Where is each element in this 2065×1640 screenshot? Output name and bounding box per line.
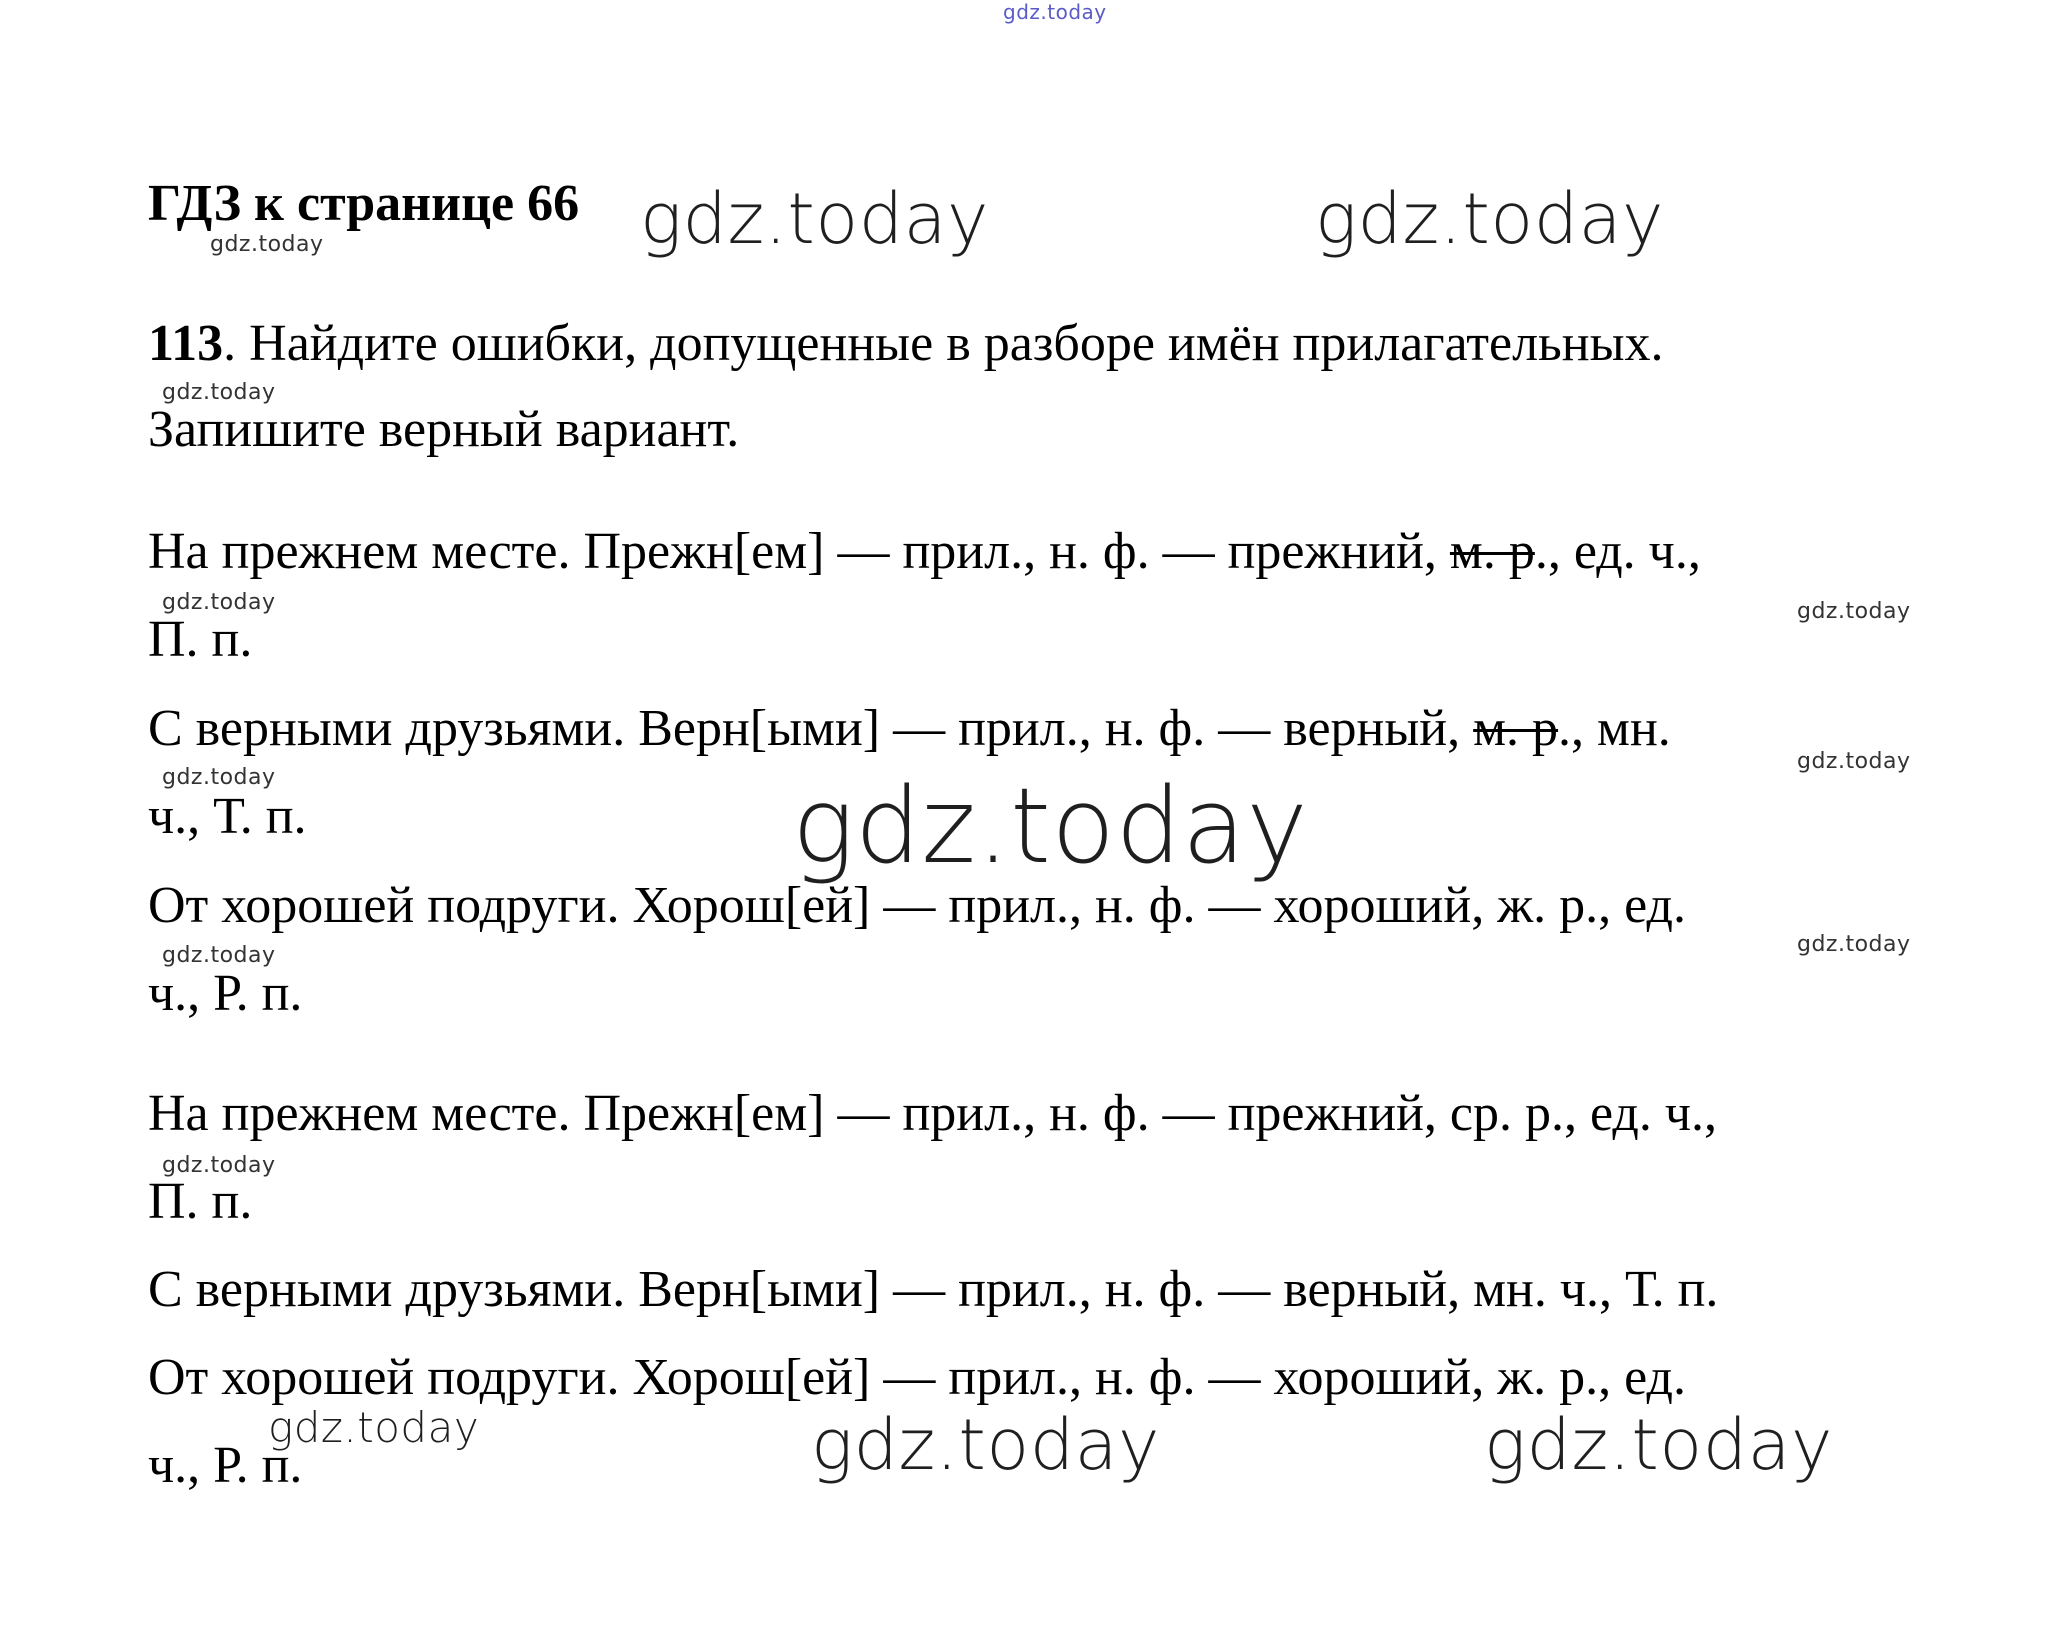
corrected-1-line-1: На прежнем месте. Прежн[ем] — прил., н. ф. — прежний, ср. р., ед. ч., xyxy=(148,1085,1717,1142)
watermark-small: gdz.today xyxy=(1797,749,1911,774)
watermark-center: gdz.today xyxy=(792,765,1309,887)
watermark-bottom-1: gdz.today xyxy=(811,1404,1160,1486)
watermark-bottom-2: gdz.today xyxy=(1484,1404,1833,1486)
strikethrough-error: м. р xyxy=(1449,523,1535,580)
task-line-2: Запишите верный вариант. xyxy=(148,401,740,458)
watermark-small: gdz.today xyxy=(162,765,276,790)
corrected-3-line-1: От хорошей подруги. Хорош[ей] — прил., н. ф. — хороший, ж. р., ед. xyxy=(148,1349,1686,1406)
corrected-2-line-1: С верными друзьями. Верн[ыми] — прил., н. ф. — верный, мн. ч., Т. п. xyxy=(148,1261,1719,1318)
strikethrough-error: м. р xyxy=(1473,700,1559,757)
watermark-small: gdz.today xyxy=(210,232,324,257)
task-line-1 xyxy=(148,315,1664,372)
watermark-small: gdz.today xyxy=(162,380,276,405)
watermark-header-1: gdz.today xyxy=(640,178,989,260)
watermark-small: gdz.today xyxy=(162,590,276,615)
original-3-line-1: От хорошей подруги. Хорош[ей] — прил., н. ф. — хороший, ж. р., ед. xyxy=(148,877,1686,934)
watermark-header-2: gdz.today xyxy=(1315,178,1664,260)
task-number: 113 xyxy=(148,315,224,372)
original-2-line-1: С верными друзьями. Верн[ыми] — прил., н. ф. — верный, м. р., мн. xyxy=(148,700,1671,757)
watermark-small: gdz.today xyxy=(1797,932,1911,957)
watermark-small: gdz.today xyxy=(162,1153,276,1178)
page-title: ГДЗ к странице 66 xyxy=(148,175,580,232)
watermark-bottom-small: gdz.today xyxy=(268,1403,480,1452)
task-text: . Найдите ошибки, допущенные в разборе имён прилагательных. xyxy=(223,315,1664,372)
watermark-small: gdz.today xyxy=(162,943,276,968)
original-3-line-2: ч., Р. п. xyxy=(148,965,303,1022)
original-1-line-2: П. п. xyxy=(148,611,253,668)
corrected-1-line-2: П. п. xyxy=(148,1173,253,1230)
original-1-line-1: На прежнем месте. Прежн[ем] — прил., н. ф. — прежний, м. р., ед. ч., xyxy=(148,523,1701,580)
watermark-small: gdz.today xyxy=(1797,599,1911,624)
watermark-top: gdz.today xyxy=(1003,0,1107,24)
original-2-line-2: ч., Т. п. xyxy=(148,788,307,845)
corrected-3-line-2: ч., Р. п. xyxy=(148,1437,303,1494)
